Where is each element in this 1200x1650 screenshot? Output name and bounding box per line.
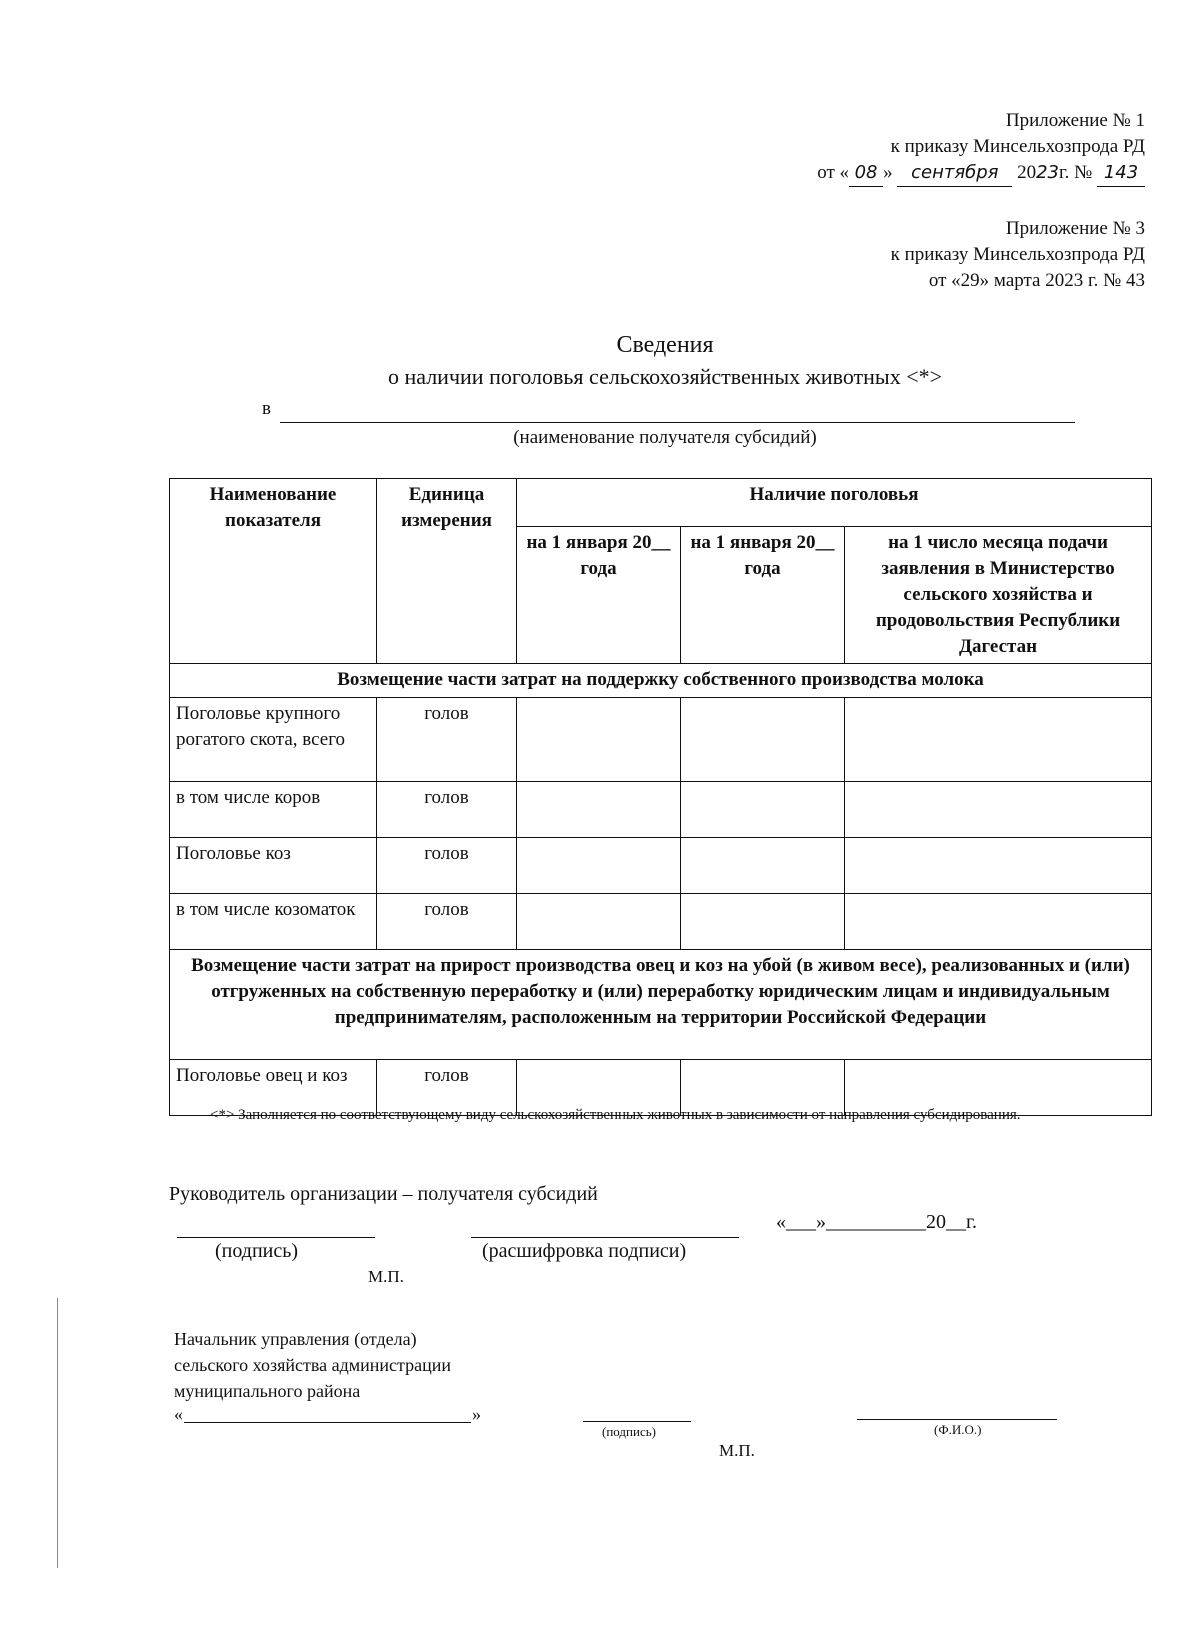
col-indicator-header: Наименование показателя [170, 479, 377, 664]
sub-col-application-month: на 1 число месяца подачи заявления в Министерство сельского хозяйства и продовольствия Республики Дагестан [845, 527, 1152, 664]
row-label: в том числе коров [170, 782, 377, 838]
appendix-1-day: 08 [849, 160, 883, 187]
row-unit: голов [377, 894, 517, 950]
date-field[interactable]: «___»__________20__г. [776, 1211, 977, 1233]
input-cell[interactable] [681, 894, 845, 950]
document-title: Сведения [616, 332, 714, 358]
decode-line[interactable] [471, 1237, 739, 1238]
appendix-1-year: 23 [1036, 162, 1059, 183]
table-row [170, 894, 1152, 950]
chief-title-line-1: Начальник управления (отдела) [174, 1329, 417, 1349]
input-cell[interactable] [517, 838, 681, 894]
stamp-label: М.П. [368, 1267, 404, 1286]
appendix-1-month: сентября [897, 160, 1012, 187]
chief-title-line-2: сельского хозяйства администрации [174, 1355, 451, 1375]
section-1-title: Возмещение части затрат на поддержку собственного производства молока [170, 664, 1152, 698]
appendix-1-block [817, 108, 1145, 187]
table-row [170, 698, 1152, 782]
footnote: <*> Заполняется по соответствующему виду сельскохозяйственных животных в зависимости от направления субсидирования. [210, 1107, 1021, 1123]
row-unit: голов [377, 838, 517, 894]
district-line[interactable] [184, 1422, 471, 1423]
appendix-3-order: к приказу Минсельхозпрода РД [890, 244, 1145, 265]
input-cell[interactable] [845, 894, 1152, 950]
signature-line[interactable] [177, 1237, 375, 1238]
section-2-title: Возмещение части затрат на прирост производства овец и коз на убой (в живом весе), реализованных и (или) отгруженных на собственную переработку и (или) переработку юридическим лицам и индивидуальным предпринимателям, расположенным на территории Российской Федерации [170, 950, 1152, 1060]
table-row [170, 838, 1152, 894]
document-subtitle: о наличии поголовья сельскохозяйственных животных <*> [387, 364, 943, 389]
chief-signature-line[interactable] [583, 1421, 691, 1422]
appendix-1-number: 143 [1097, 160, 1145, 187]
district-quote-close: » [472, 1404, 481, 1424]
row-label: Поголовье овец и коз [170, 1060, 377, 1116]
sub-col-jan-1: на 1 января 20__ года [517, 527, 681, 664]
input-cell[interactable] [845, 782, 1152, 838]
chief-name-line[interactable] [857, 1419, 1057, 1420]
appendix-1-title: Приложение № 1 [1005, 110, 1145, 131]
input-cell[interactable] [681, 782, 845, 838]
appendix-3-title: Приложение № 3 [1005, 218, 1145, 239]
input-cell[interactable] [845, 838, 1152, 894]
signature-caption: (подпись) [215, 1240, 299, 1262]
district-quote-open: « [174, 1404, 183, 1424]
scan-margin-line [57, 1298, 58, 1568]
chief-title [174, 1326, 451, 1404]
sub-col-jan-2: на 1 января 20__ года [681, 527, 845, 664]
table-row [170, 782, 1152, 838]
recipient-caption: (наименование получателя субсидий) [513, 427, 817, 448]
appendix-1-date: от « 08 » сентября 2023г. № 143 [817, 160, 1145, 187]
input-cell[interactable] [681, 838, 845, 894]
chief-stamp-label: М.П. [719, 1441, 755, 1460]
recipient-prefix: в [262, 398, 271, 419]
chief-signature-caption: (подпись) [602, 1424, 656, 1439]
decode-caption: (расшифровка подписи) [482, 1240, 687, 1262]
input-cell[interactable] [517, 894, 681, 950]
input-cell[interactable] [517, 698, 681, 782]
livestock-table [169, 478, 1152, 1116]
head-title: Руководитель организации – получателя субсидий [169, 1183, 598, 1205]
chief-title-line-3: муниципального района [174, 1381, 361, 1401]
appendix-1-order: к приказу Минсельхозпрода РД [890, 136, 1145, 157]
row-label: Поголовье крупного рогатого скота, всего [170, 698, 377, 782]
row-unit: голов [377, 698, 517, 782]
row-unit: голов [377, 1060, 517, 1116]
col-unit-header: Единица измерения [377, 479, 517, 664]
col-stock-header: Наличие поголовья [517, 479, 1152, 527]
input-cell[interactable] [517, 782, 681, 838]
recipient-line [280, 422, 1075, 423]
chief-name-caption: (Ф.И.О.) [934, 1422, 982, 1437]
row-label: Поголовье коз [170, 838, 377, 894]
row-unit: голов [377, 782, 517, 838]
appendix-3-block [891, 216, 1145, 294]
row-label: в том числе козоматок [170, 894, 377, 950]
appendix-3-date: от «29» марта 2023 г. № 43 [928, 270, 1145, 291]
input-cell[interactable] [681, 698, 845, 782]
input-cell[interactable] [845, 698, 1152, 782]
